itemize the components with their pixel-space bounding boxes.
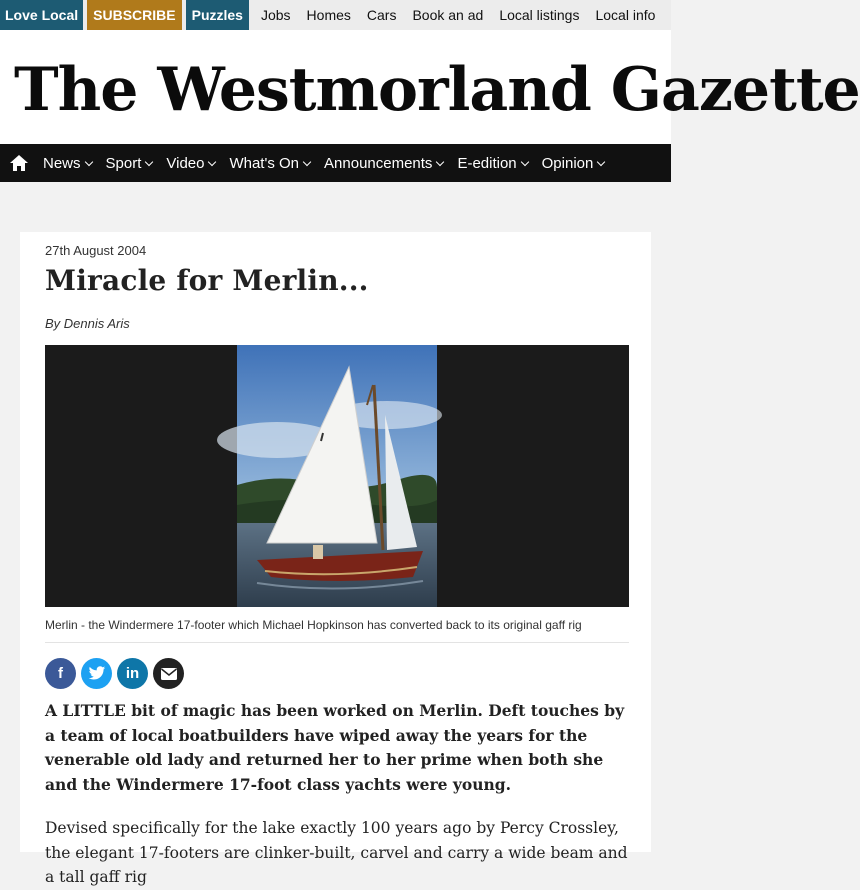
linkedin-share-button[interactable] [117, 658, 148, 689]
facebook-icon: f [58, 665, 63, 682]
envelope-icon [161, 668, 177, 680]
home-icon[interactable] [2, 144, 36, 182]
image-caption: Merlin - the Windermere 17-footer which Michael Hopkinson has converted back to its original gaff rig [45, 618, 582, 632]
site-logo[interactable]: The Westmorland Gazette [14, 55, 860, 125]
nav-label: Video [166, 154, 205, 172]
chevron-down-icon [84, 157, 92, 165]
divider [45, 642, 629, 643]
share-bar [45, 658, 184, 689]
article-headline: Miracle for Merlin... [45, 264, 369, 297]
nav-item-video[interactable] [166, 155, 215, 172]
jobs-link[interactable]: Jobs [260, 7, 291, 23]
facebook-share-button[interactable] [45, 658, 76, 689]
nav-item-opinion[interactable] [542, 155, 605, 172]
homes-link[interactable]: Homes [306, 7, 351, 23]
twitter-share-button[interactable] [81, 658, 112, 689]
puzzles-link[interactable]: Puzzles [186, 0, 249, 30]
email-share-button[interactable] [153, 658, 184, 689]
subscribe-button[interactable]: SUBSCRIBE [87, 0, 181, 30]
article-card [20, 232, 651, 886]
chevron-down-icon [303, 157, 311, 165]
local-listings-link[interactable]: Local listings [499, 7, 580, 23]
book-an-ad-link[interactable]: Book an ad [412, 7, 484, 23]
nav-item-announcements[interactable] [324, 155, 443, 172]
local-info-link[interactable]: Local info [595, 7, 656, 23]
article-paragraph: Devised specifically for the lake exactly 100 years ago by Percy Crossley, the elegant 17-footers are clinker-built, carvel and carry a wide beam and a tall gaff rig [45, 819, 628, 886]
nav-item-e-edition[interactable] [457, 155, 527, 172]
nav-label: E-edition [457, 154, 517, 172]
utility-bar [0, 0, 671, 30]
linkedin-icon: in [125, 665, 140, 682]
love-local-link[interactable]: Love Local [0, 0, 83, 30]
nav-label: Announcements [324, 154, 433, 172]
article-byline[interactable]: By Dennis Aris [45, 316, 130, 331]
nav-label: What's On [229, 154, 300, 172]
chevron-down-icon [145, 157, 153, 165]
article-lead: A LITTLE bit of magic has been worked on Merlin. Deft touches by a team of local boatbuilders have wiped away the years for the venerable old lady and returned her to her prime when both she and the Windermere 17-foot class yachts were young. [45, 701, 625, 794]
masthead [0, 30, 860, 144]
twitter-icon [88, 666, 106, 681]
article-image-frame[interactable] [45, 345, 629, 607]
chevron-down-icon [597, 157, 605, 165]
nav-item-sport[interactable] [106, 155, 153, 172]
nav-label: Opinion [541, 154, 594, 172]
nav-item-news[interactable] [43, 155, 92, 172]
sailboat-photo [237, 345, 437, 607]
main-nav [0, 144, 671, 182]
chevron-down-icon [436, 157, 444, 165]
nav-item-whats-on[interactable] [229, 155, 310, 172]
chevron-down-icon [520, 157, 528, 165]
chevron-down-icon [208, 157, 216, 165]
article-date: 27th August 2004 [45, 243, 147, 258]
nav-label: Sport [105, 154, 142, 172]
cars-link[interactable]: Cars [366, 7, 397, 23]
nav-label: News [43, 154, 81, 172]
